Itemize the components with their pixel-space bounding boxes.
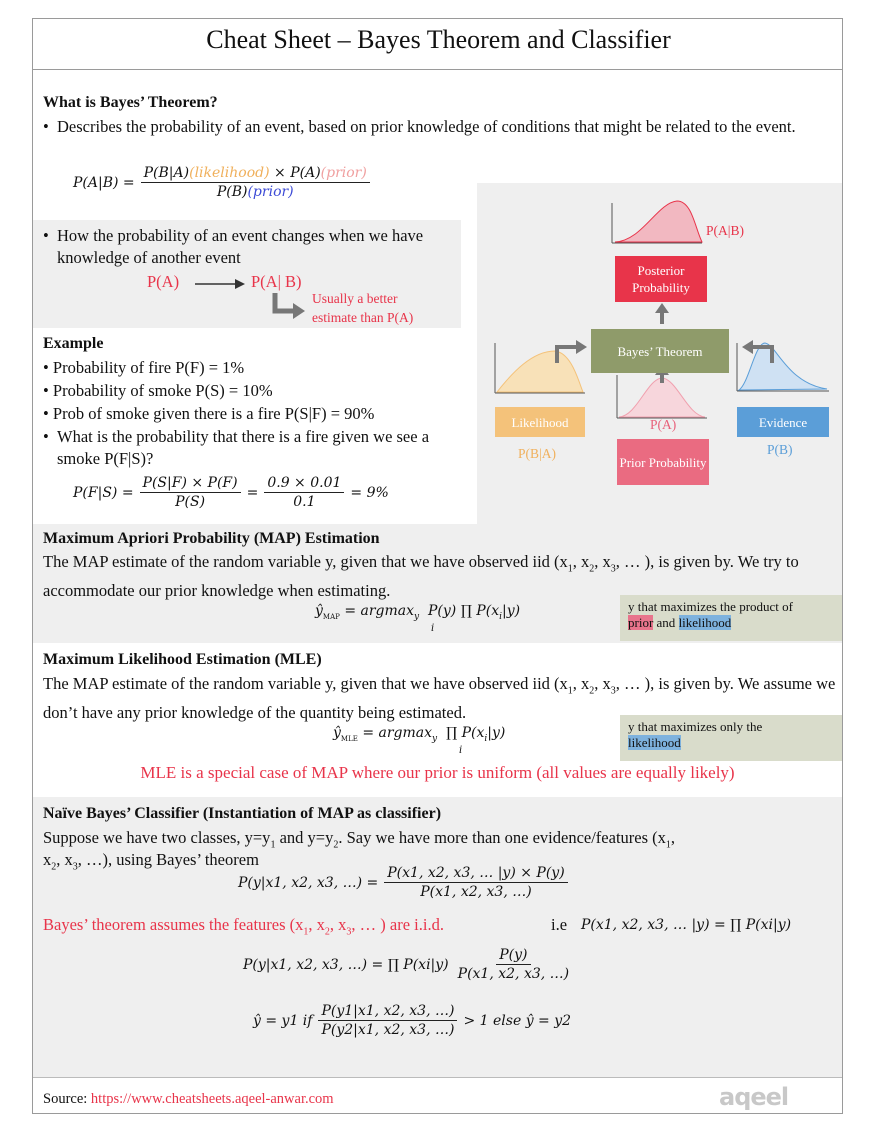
aqeel-logo: aqeel	[719, 1083, 789, 1111]
mle-text-after: ), is given by. We assume we don’t have any prior knowledge of the quantity being estimated.	[43, 674, 836, 723]
naive-f2-num: P(y)	[496, 947, 530, 965]
example-num1: P(S|F) × P(F)	[140, 475, 241, 493]
prior-curve-label: P(A)	[650, 417, 677, 432]
example-lhs: P(F|S) =	[73, 484, 134, 501]
evidence-sub: P(B)	[767, 442, 793, 457]
map-text: The MAP estimate of the random variable y, given that we have observed iid ($x_1$, $x_2$, $x_3$, … ), is given by. We try to accommodate our prior knowledge when estimating.	[43, 552, 799, 601]
naive-iid-a: Bayes’ theorem assumes the features (x	[43, 915, 304, 934]
example-item-4: • What is the probability that there is a fire given we see a smoke P(F|S)?	[43, 426, 458, 470]
mle-formula-end: |y)	[487, 725, 506, 741]
formula-den-a: P(B)	[216, 184, 248, 200]
mle-text: The MAP estimate of the random variable y, given that we have observed iid ($x_1$, $x_2$, $x_3$, … ), is given by. We assume we don’t have any prior knowledge of the quantity being estimated.	[43, 674, 836, 723]
naive-f3-rest: > 1 else ŷ = y2	[463, 1012, 572, 1029]
map-note-and: and	[653, 615, 679, 630]
formula-fraction	[141, 165, 370, 200]
bayes-diagram	[477, 183, 842, 545]
bayes-box: Bayes’ Theorem	[591, 329, 729, 373]
example-item-4-text: What is the probability that there is a fire given we see a smoke P(F|S)?	[57, 427, 430, 468]
example-eq: =	[246, 484, 259, 501]
example-item-2: • Probability of smoke P(S) = 10%	[43, 381, 273, 400]
naive-iid-formula: P(x1, x2, x3, … |y) = ∏ P(xi|y)	[581, 917, 792, 933]
mle-formula-main: = argmax	[362, 725, 433, 741]
formula-prior: (prior)	[320, 165, 367, 181]
formula-lhs: P(A|B) =	[73, 174, 135, 191]
arrow-right-icon	[195, 278, 245, 290]
posterior-box: Posterior Probability	[615, 256, 707, 302]
likelihood-sub: P(B|A)	[518, 446, 556, 461]
map-sub: MAP	[322, 612, 340, 621]
mle-formula: $ŷ_{MLE} = argmax_y$ ∏ $P(x_i|y)$ i	[333, 725, 506, 756]
bullet-changes-text: How the probability of an event changes when we have knowledge of another event	[57, 226, 424, 267]
map-note	[620, 595, 842, 641]
naive-formula-1	[238, 865, 568, 900]
mle-text-before: The MAP estimate of the random variable y, given that we have observed iid (x	[43, 674, 568, 693]
naive-iid-b: ) are i.i.d.	[380, 915, 444, 934]
map-note-likelihood: likelihood	[678, 615, 732, 630]
map-heading: Maximum Apriori Probability (MAP) Estimation	[43, 530, 380, 547]
mle-note	[620, 715, 842, 761]
map-formula-end: |y)	[501, 603, 521, 619]
naive-f2-den: P(x1, x2, x3, …)	[457, 966, 570, 982]
naive-f3-num: P(y1|x1, x2, x3, …)	[318, 1003, 457, 1021]
map-formula-rest: P(y) ∏ P(x	[428, 603, 500, 619]
map-text-after: ), is given by. We try to accommodate our prior knowledge when estimating.	[43, 552, 799, 601]
naive-text1c: . Say we have more than one evidence/features (x	[338, 828, 666, 847]
mle-formula-sub: y	[432, 733, 438, 744]
example-item-3: • Prob of smoke given there is a fire P(S|F) = 90%	[43, 404, 375, 423]
prior-box: Prior Probability	[617, 439, 709, 485]
pa-label: P(A)	[147, 272, 180, 291]
map-yhat: ŷ	[315, 603, 323, 619]
naive-formula-2	[243, 947, 572, 982]
example-heading: Example	[43, 335, 104, 352]
map-formula-main: = argmax	[344, 603, 415, 619]
naive-formula-3	[253, 1003, 571, 1038]
naive-f1-den: P(x1, x2, x3, …)	[420, 884, 532, 900]
naive-f3-lhs: ŷ = y1 if	[253, 1012, 313, 1029]
naive-ie: i.e	[551, 915, 568, 934]
cheat-sheet	[32, 18, 843, 1114]
map-formula-sub: y	[414, 611, 420, 622]
naive-text2b: …), using Bayes’ theorem	[86, 850, 259, 869]
mle-index: i	[459, 745, 463, 756]
formula-likelihood: (likelihood)	[189, 165, 270, 181]
mle-note-likelihood: likelihood	[628, 735, 681, 750]
better-estimate-note: Usually a better estimate than P(A)	[312, 291, 414, 325]
page-title: Cheat Sheet – Bayes Theorem and Classifier	[206, 25, 671, 54]
example-result: = 9%	[350, 484, 389, 501]
posterior-curve-label: P(A|B)	[706, 223, 744, 238]
naive-text2a: x	[43, 850, 52, 869]
formula-num-a: P(B|A)	[143, 165, 190, 181]
naive-iid-text: Bayes’ theorem assumes the features ($x_1$, $x_2$, $x_3$, … ) are i.i.d.	[43, 915, 444, 938]
mle-special-case: MLE is a special case of MAP where our prior is uniform (all values are equally likely)	[140, 763, 735, 782]
mle-sub: MLE	[340, 734, 358, 743]
bayes-formula	[73, 165, 370, 200]
source-link[interactable]: https://www.cheatsheets.aqeel-anwar.com	[90, 1091, 334, 1107]
naive-text1a: Suppose we have two classes, y=y	[43, 828, 271, 847]
naive-text-2: $x_2$, $x_3$, …), using Bayes’ theorem	[43, 850, 259, 873]
example-item-1-text: Probability of fire P(F) = 1%	[52, 358, 245, 377]
example-item-1: • Probability of fire P(F) = 1%	[43, 358, 245, 377]
naive-f1-lhs: P(y|x1, x2, x3, …) =	[238, 874, 379, 891]
formula-den-prior: (prior)	[247, 184, 294, 200]
naive-text-1: Suppose we have two classes, $y=y_1$ and $y=y_2$. Say we have more than one evidence/features ($x_1$,	[43, 828, 676, 851]
naive-f3-den: P(y2|x1, x2, x3, …)	[321, 1022, 455, 1038]
example-item-3-text: Prob of smoke given there is a fire P(S|F) = 90%	[52, 404, 375, 423]
naive-text1b: and y=y	[275, 828, 334, 847]
footer-divider	[33, 1077, 842, 1078]
pab-label: P(A| B)	[251, 272, 302, 291]
mle-yhat: ŷ	[333, 725, 341, 741]
formula-times: × P(A)	[274, 165, 321, 181]
example-den1: P(S)	[175, 494, 206, 510]
bent-arrow-icon	[271, 293, 307, 321]
example-item-2-text: Probability of smoke P(S) = 10%	[52, 381, 273, 400]
naive-heading: Naïve Bayes’ Classifier (Instantiation of MAP as classifier)	[43, 805, 442, 822]
example-num2: 0.9 × 0.01	[264, 475, 344, 493]
map-note-prior: prior	[628, 615, 654, 630]
example-formula	[73, 475, 389, 510]
bullet-changes: • How the probability of an event changes when we have knowledge of another event	[43, 225, 458, 269]
likelihood-box: Likelihood	[495, 407, 585, 437]
naive-f1-num: P(x1, x2, x3, … |y) × P(y)	[384, 865, 567, 883]
section-heading-bayes: What is Bayes’ Theorem?	[43, 94, 218, 111]
mle-note-line1: y that maximizes only the	[628, 719, 763, 734]
evidence-box: Evidence	[737, 407, 829, 437]
footer-source-label: Source:	[43, 1091, 88, 1107]
bullet-describes: • Describes the probability of an event, based on prior knowledge of conditions that might be related to the event.	[43, 116, 838, 138]
footer-source	[43, 1088, 334, 1110]
title-divider	[33, 69, 842, 70]
map-text-before: The MAP estimate of the random variable y, given that we have observed iid (x	[43, 552, 568, 571]
map-note-line1: y that maximizes the product of	[628, 599, 793, 614]
naive-f2-lhs: P(y|x1, x2, x3, …) = ∏ P(xi|y)	[243, 956, 449, 973]
mle-formula-rest: ∏ P(x	[446, 725, 485, 741]
bullet-describes-text: Describes the probability of an event, based on prior knowledge of conditions that might be related to the event.	[57, 117, 796, 136]
map-formula: $ŷ_{MAP} = argmax_y$ P(y) ∏ $P(x_i|y)$ i	[315, 603, 521, 634]
example-den2: 0.1	[293, 494, 316, 510]
map-index: i	[431, 623, 435, 634]
mle-heading: Maximum Likelihood Estimation (MLE)	[43, 651, 322, 668]
